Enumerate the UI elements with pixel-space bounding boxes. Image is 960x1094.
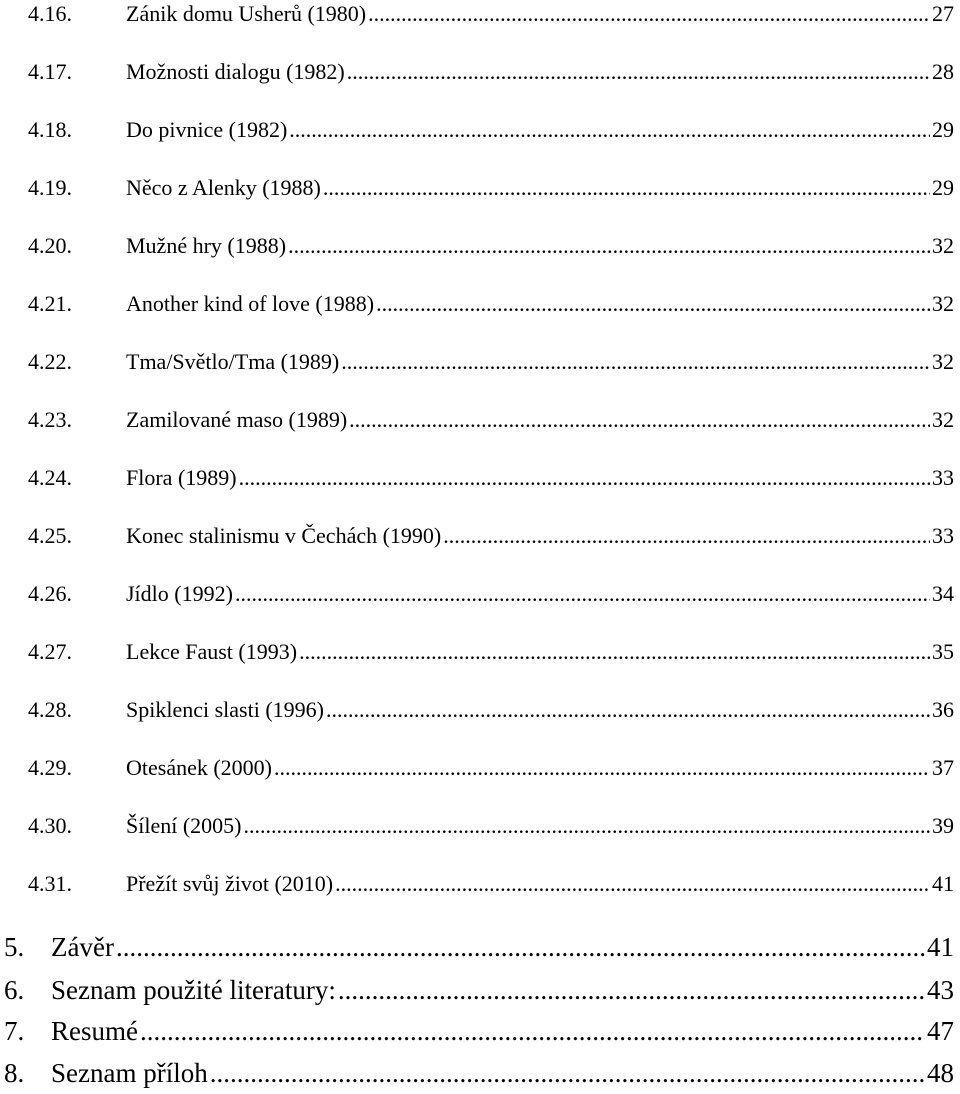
- toc-entry-number: 4.27.: [28, 639, 72, 664]
- toc-entry-number: 4.28.: [28, 697, 72, 722]
- toc-entry-title: Přežít svůj život (2010): [126, 871, 334, 896]
- toc-section[interactable]: [4, 927, 954, 967]
- toc-section-title: Resumé: [51, 1015, 138, 1046]
- toc-section-page: 43: [927, 974, 954, 1005]
- toc-entry[interactable]: [28, 52, 954, 92]
- toc-entry[interactable]: [28, 806, 954, 846]
- dot-leader: [349, 407, 930, 433]
- dot-leader: [368, 1, 930, 27]
- dot-leader: [289, 117, 930, 143]
- dot-leader: [210, 1058, 925, 1089]
- toc-entry-number: 4.30.: [28, 813, 72, 838]
- toc-entry-title: Šílení (2005): [126, 813, 242, 838]
- toc-entry-title: Něco z Alenky (1988): [126, 175, 321, 200]
- toc-entry[interactable]: [28, 110, 954, 150]
- toc-entry-page: 32: [932, 349, 954, 374]
- dot-leader: [376, 291, 930, 317]
- toc-entry-page: 35: [932, 639, 954, 664]
- dot-leader: [239, 465, 930, 491]
- dot-leader: [244, 813, 931, 839]
- toc-entry-page: 32: [932, 291, 954, 316]
- dot-leader: [443, 523, 930, 549]
- toc-entry[interactable]: [28, 400, 954, 440]
- toc-entry-number: 4.21.: [28, 291, 72, 316]
- toc-entry-number: 4.20.: [28, 233, 72, 258]
- toc-entry[interactable]: [28, 574, 954, 614]
- toc-entry[interactable]: [28, 748, 954, 788]
- dot-leader: [140, 1016, 925, 1047]
- toc-entry-number: 4.19.: [28, 175, 72, 200]
- toc-entry[interactable]: [28, 690, 954, 730]
- toc-section-title: Seznam použité literatury:: [51, 974, 336, 1005]
- toc-section-page: 47: [927, 1015, 954, 1046]
- toc-entry-number: 4.24.: [28, 465, 72, 490]
- toc-entry[interactable]: [28, 226, 954, 266]
- toc-entry[interactable]: [28, 458, 954, 498]
- toc-entry-page: 28: [932, 59, 954, 84]
- toc-entry[interactable]: [28, 632, 954, 672]
- dot-leader: [347, 59, 930, 85]
- toc-entry-title: Another kind of love (1988): [126, 291, 375, 316]
- toc-entry-title: Flora (1989): [126, 465, 237, 490]
- dot-leader: [323, 175, 930, 201]
- toc-entry[interactable]: [28, 342, 954, 382]
- toc-section-page: 48: [927, 1057, 954, 1088]
- toc-entry-page: 34: [932, 581, 954, 606]
- toc-entry-number: 4.25.: [28, 523, 72, 548]
- toc-entry-number: 4.31.: [28, 871, 72, 896]
- dot-leader: [299, 639, 930, 665]
- toc-entry-title: Tma/Světlo/Tma (1989): [126, 349, 340, 374]
- toc-entry-number: 4.23.: [28, 407, 72, 432]
- toc-entry-page: 41: [932, 871, 954, 896]
- toc-section-page: 41: [927, 931, 954, 962]
- toc-entry[interactable]: [28, 284, 954, 324]
- dot-leader: [341, 349, 930, 375]
- toc-entry-page: 27: [932, 1, 954, 26]
- toc-section[interactable]: [4, 1053, 954, 1093]
- toc-section-title: Seznam příloh: [51, 1057, 208, 1088]
- toc-entry-title: Zamilované maso (1989): [126, 407, 348, 432]
- toc-entry-number: 4.16.: [28, 1, 72, 26]
- toc-entry[interactable]: [28, 0, 954, 34]
- dot-leader: [116, 932, 925, 963]
- toc-entry-title: Do pivnice (1982): [126, 117, 288, 142]
- dot-leader: [338, 975, 925, 1006]
- dot-leader: [335, 871, 930, 897]
- dot-leader: [235, 581, 930, 607]
- toc-entry-page: 32: [932, 407, 954, 432]
- toc-section-number: 8.: [4, 1057, 25, 1088]
- dot-leader: [288, 233, 930, 259]
- toc-entry-title: Konec stalinismu v Čechách (1990): [126, 523, 442, 548]
- dot-leader: [274, 755, 930, 781]
- toc-entry-page: 32: [932, 233, 954, 258]
- toc-entry-number: 4.29.: [28, 755, 72, 780]
- toc-entry-title: Zánik domu Usherů (1980): [126, 1, 367, 26]
- toc-entry-title: Spiklenci slasti (1996): [126, 697, 324, 722]
- toc-entry-number: 4.17.: [28, 59, 72, 84]
- toc-entry-title: Mužné hry (1988): [126, 233, 287, 258]
- dot-leader: [326, 697, 930, 723]
- toc-entry-number: 4.18.: [28, 117, 72, 142]
- toc-entry[interactable]: [28, 516, 954, 556]
- toc-section-number: 7.: [4, 1015, 25, 1046]
- toc-entry-page: 39: [932, 813, 954, 838]
- toc-entry-title: Otesánek (2000): [126, 755, 273, 780]
- toc-entry-title: Možnosti dialogu (1982): [126, 59, 345, 84]
- toc-entry-title: Jídlo (1992): [126, 581, 233, 606]
- toc-entry[interactable]: [28, 168, 954, 208]
- toc-entry-page: 33: [932, 465, 954, 490]
- toc-section-number: 6.: [4, 974, 25, 1005]
- toc-entry-number: 4.26.: [28, 581, 72, 606]
- toc-entry-page: 37: [932, 755, 954, 780]
- toc-section[interactable]: [4, 970, 954, 1010]
- toc-section[interactable]: [4, 1011, 954, 1051]
- toc-entry-page: 33: [932, 523, 954, 548]
- toc-section-title: Závěr: [51, 931, 114, 962]
- toc-entry-page: 29: [932, 117, 954, 142]
- toc-entry-page: 36: [932, 697, 954, 722]
- toc-entry[interactable]: [28, 864, 954, 904]
- toc-section-number: 5.: [4, 931, 25, 962]
- toc-entry-number: 4.22.: [28, 349, 72, 374]
- toc-entry-page: 29: [932, 175, 954, 200]
- toc-entry-title: Lekce Faust (1993): [126, 639, 298, 664]
